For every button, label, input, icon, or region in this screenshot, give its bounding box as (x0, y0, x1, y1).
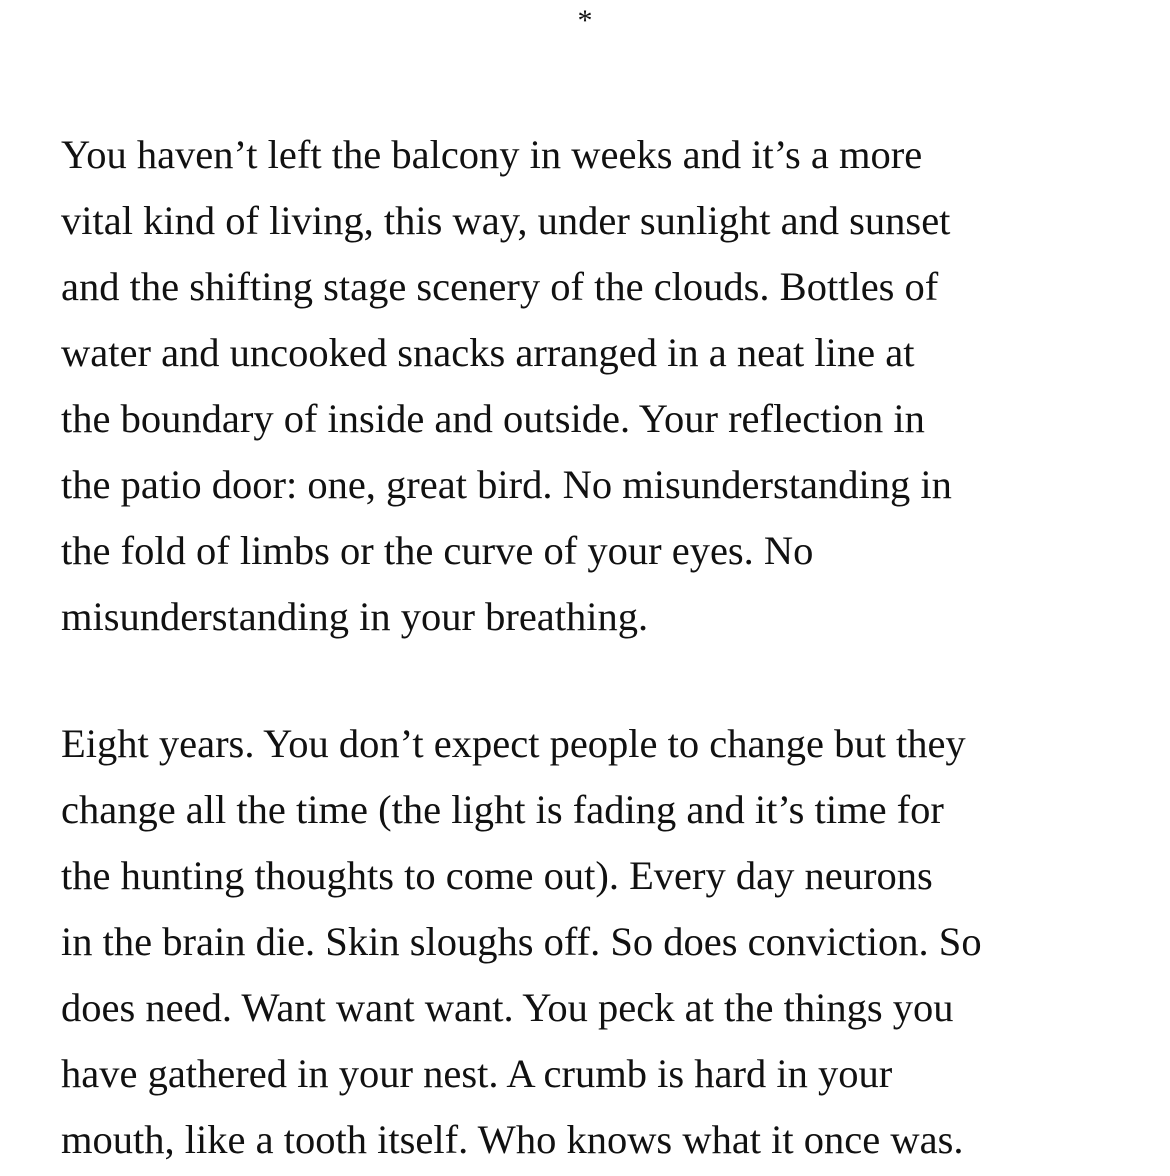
paragraph-1-line: the patio door: one, great bird. No misunderstanding in (61, 462, 952, 507)
paragraph-2-line: have gathered in your nest. A crumb is hard in your (61, 1051, 893, 1096)
paragraph-2-line: does need. Want want want. You peck at the things you (61, 985, 954, 1030)
section-separator: * (577, 4, 593, 37)
paragraph-1-line: and the shifting stage scenery of the clouds. Bottles of (61, 264, 939, 309)
paragraph-1-line: You haven’t left the balcony in weeks and it’s a more (61, 132, 923, 177)
paragraph-2 (61, 711, 982, 1173)
paragraph-1-line: the fold of limbs or the curve of your eyes. No (61, 528, 814, 573)
paragraph-1-line: water and uncooked snacks arranged in a neat line at (61, 330, 915, 375)
paragraph-1 (61, 122, 952, 650)
paragraph-2-line: Eight years. You don’t expect people to change but they (61, 721, 966, 766)
paragraph-1-line: the boundary of inside and outside. Your reflection in (61, 396, 925, 441)
paragraph-2-line: change all the time (the light is fading and it’s time for (61, 787, 944, 832)
paragraph-2-line: in the brain die. Skin sloughs off. So does conviction. So (61, 919, 982, 964)
paragraph-1-line: vital kind of living, this way, under sunlight and sunset (61, 198, 951, 243)
paragraph-2-line: mouth, like a tooth itself. Who knows what it once was. (61, 1117, 964, 1162)
paragraph-1-line: misunderstanding in your breathing. (61, 594, 649, 639)
paragraph-2-line: the hunting thoughts to come out). Every day neurons (61, 853, 933, 898)
